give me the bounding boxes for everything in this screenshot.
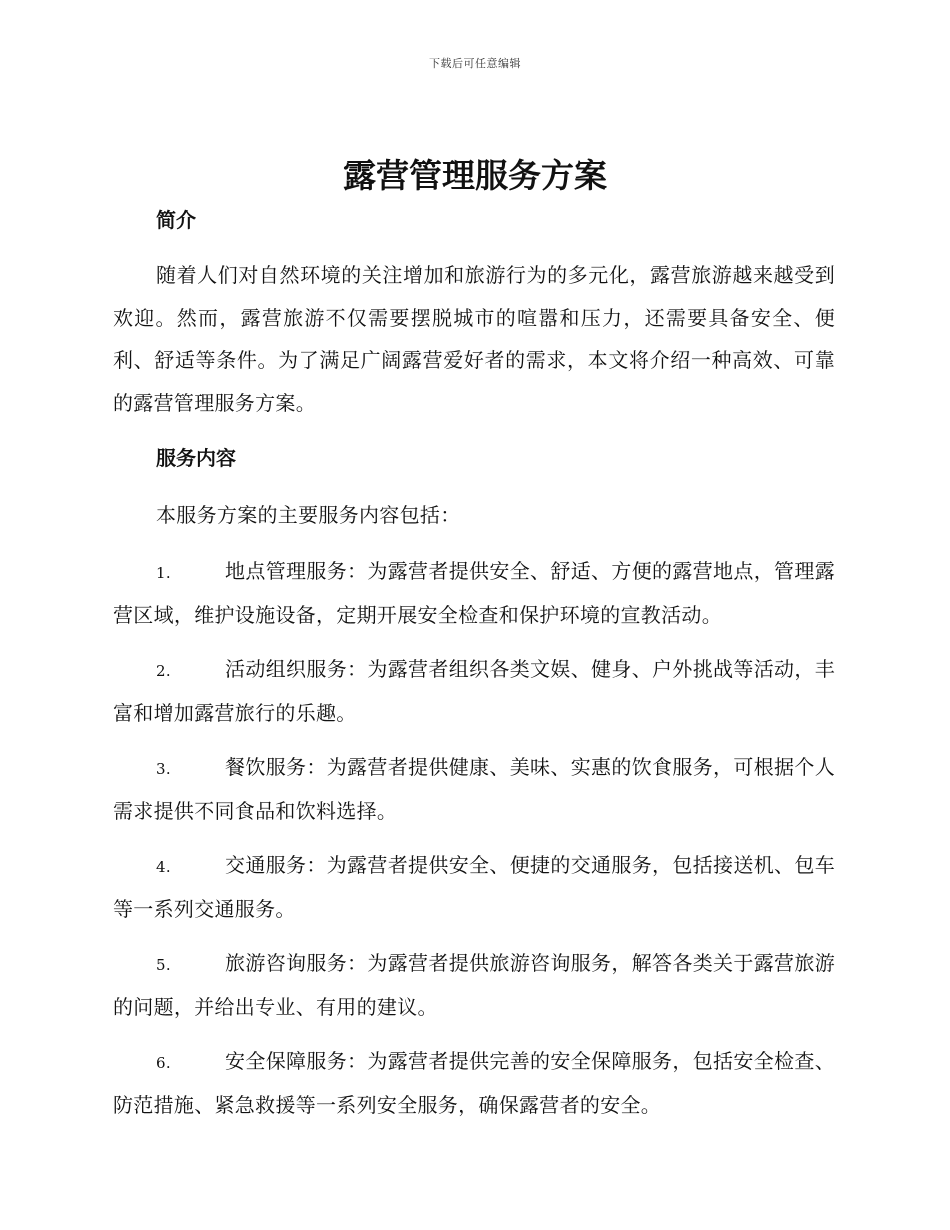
document-title: 露营管理服务方案 <box>343 156 607 195</box>
list-item <box>113 648 835 735</box>
list-item-text: 交通服务：为露营者提供安全、便捷的交通服务，包括接送机、包车等一系列交通服务。 <box>113 852 835 921</box>
list-item-number: 2. <box>156 661 171 680</box>
document-body <box>113 200 835 1127</box>
intro-paragraph: 随着人们对自然环境的关注增加和旅游行为的多元化，露营旅游越来越受到欢迎。然而，露营旅游不仅需要摆脱城市的喧嚣和压力，还需要具备安全、便利、舒适等条件。为了满足广阔露营爱好者的需求，本文将介绍一种高效、可靠的露营管理服务方案。 <box>113 263 835 415</box>
header-note: 下载后可任意编辑 <box>429 57 521 70</box>
section-heading-services: 服务内容 <box>156 446 236 470</box>
list-item-text: 活动组织服务：为露营者组织各类文娱、健身、户外挑战等活动，丰富和增加露营旅行的乐趣。 <box>113 656 835 725</box>
list-item-number: 3. <box>156 759 171 778</box>
section-heading-intro: 简介 <box>156 208 196 232</box>
list-item-text: 安全保障服务：为露营者提供完善的安全保障服务，包括安全检查、防范措施、紧急救援等一系列安全服务，确保露营者的安全。 <box>113 1048 835 1117</box>
list-item-text: 地点管理服务：为露营者提供安全、舒适、方便的露营地点，管理露营区域，维护设施设备，定期开展安全检查和保护环境的宣教活动。 <box>113 558 835 627</box>
list-item <box>113 746 835 833</box>
services-intro: 本服务方案的主要服务内容包括： <box>156 503 461 527</box>
list-item <box>113 550 835 637</box>
list-item-text: 旅游咨询服务：为露营者提供旅游咨询服务，解答各类关于露营旅游的问题，并给出专业、有用的建议。 <box>113 950 835 1019</box>
list-item <box>113 1040 835 1127</box>
list-item <box>113 942 835 1029</box>
list-item-text: 餐饮服务：为露营者提供健康、美味、实惠的饮食服务，可根据个人需求提供不同食品和饮料选择。 <box>113 754 835 823</box>
list-item-number: 6. <box>156 1053 171 1072</box>
list-item-number: 5. <box>156 955 171 974</box>
list-item <box>113 844 835 931</box>
list-item-number: 1. <box>156 563 171 582</box>
list-item-number: 4. <box>156 857 171 876</box>
